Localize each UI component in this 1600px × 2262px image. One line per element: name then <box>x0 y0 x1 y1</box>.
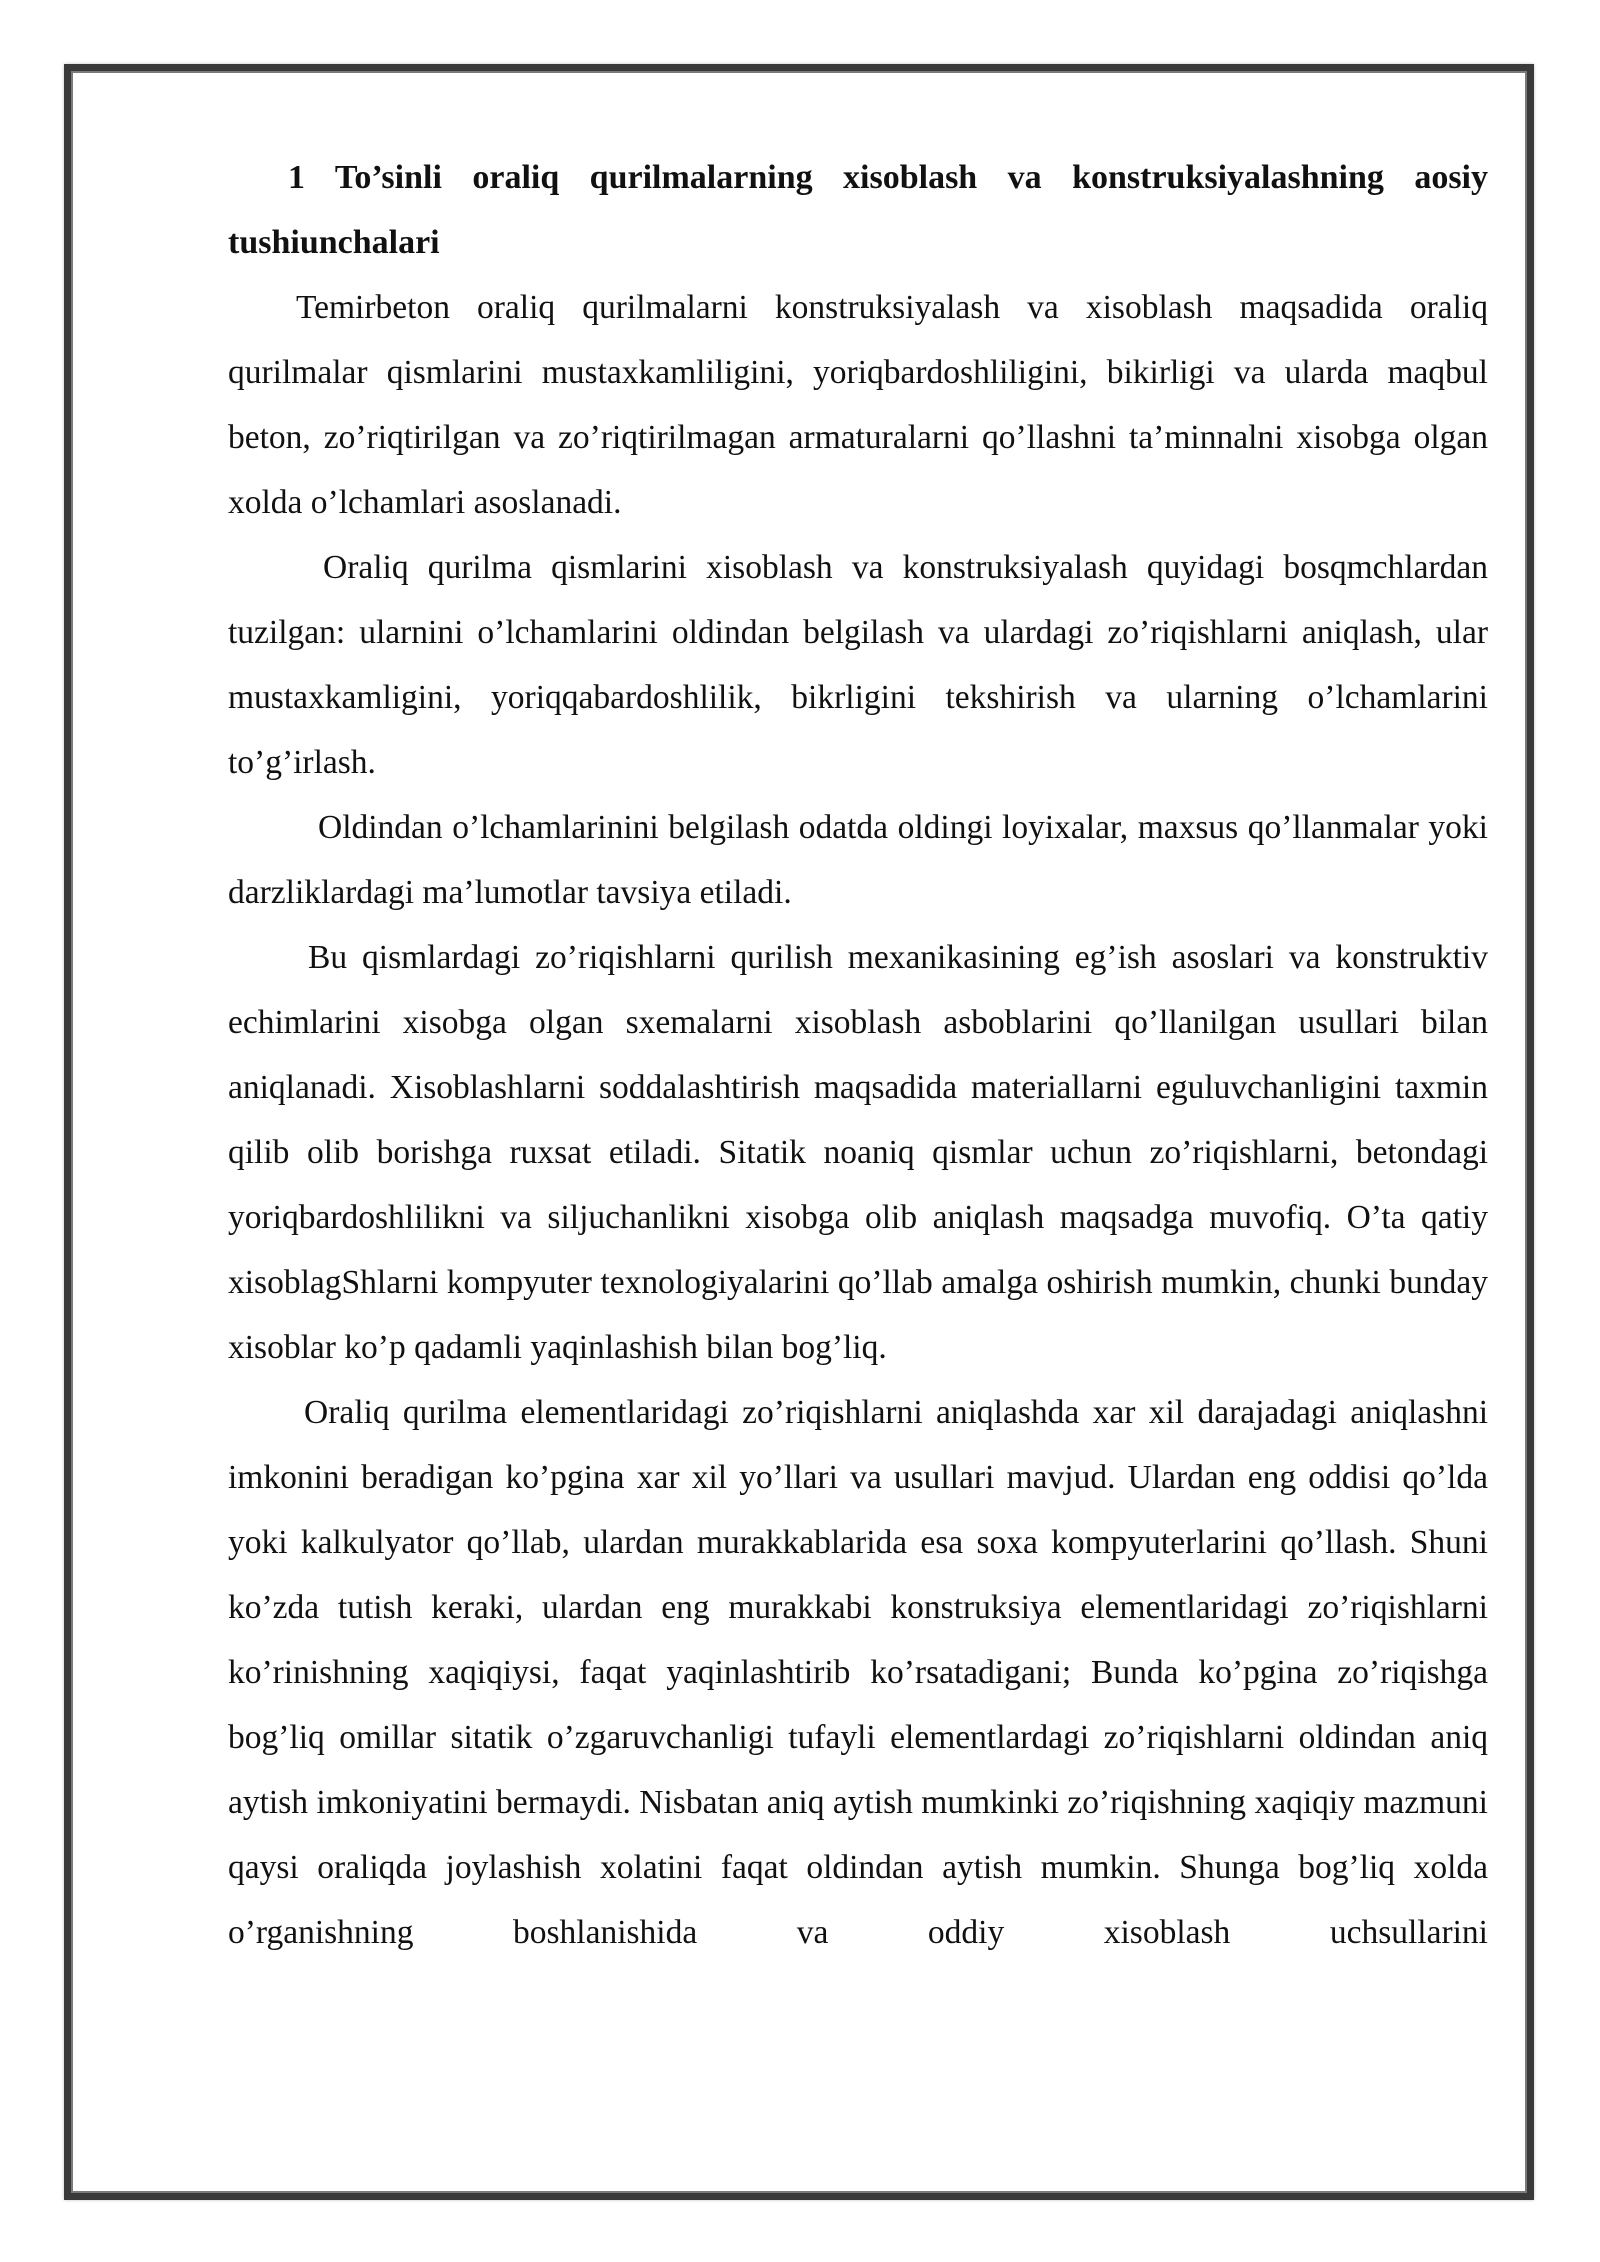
document-body <box>228 145 1488 1965</box>
paragraph-2: Oraliq qurilma qismlarini xisoblash va konstruksiyalash quyidagi bosqmchlardan tuzilgan: ularnini o’lchamlarini oldindan belgilash va ulardagi zo’riqishlarni aniqlash, ular mustaxkamligini, yoriqqabardoshlilik, bikrligini tekshirish va ularning o’lchamlarini to’g’irlash. <box>228 549 1488 781</box>
paragraph-5: Oraliq qurilma elementlaridagi zo’riqishlarni aniqlashda xar xil darajadagi aniqlashni imkonini beradigan ko’pgina xar xil yo’llari va usullari mavjud. Ulardan eng oddisi qo’lda yoki kalkulyator qo’llab, ulardan murakkablarida esa soxa kompyuterlarini qo’llash. Shuni ko’zda tutish keraki, ulardan eng murakkabi konstruksiya elementlaridagi zo’riqishlarni ko’rinishning xaqiqiysi, faqat yaqinlashtirib ko’rsatadigani; Bunda ko’pgina zo’riqishga bog’liq omillar sitatik o’zgaruvchanligi tufayli elementlardagi zo’riqishlarni oldindan aniq aytish imkoniyatini bermaydi. Nisbatan aniq aytish mumkinki zo’riqishning xaqiqiy mazmuni qaysi oraliqda joylashish xolatini faqat oldindan aytish mumkin. Shunga bog’liq xolda o’rganishning boshlanishida va oddiy xisoblash uchsullarini <box>228 1394 1488 1951</box>
paragraph-1: Temirbeton oraliq qurilmalarni konstruksiyalash va xisoblash maqsadida oraliq qurilmalar qismlarini mustaxkamliligini, yoriqbardoshliligini, bikirligi va ularda maqbul beton, zo’riqtirilgan va zo’riqtirilmagan armaturalarni qo’llashni ta’minnalni xisobga olgan xolda o’lchamlari asoslanadi. <box>228 289 1488 521</box>
paragraph-4: Bu qismlardagi zo’riqishlarni qurilish mexanikasining eg’ish asoslari va konstruktiv echimlarini xisobga olgan sxemalarni xisoblash asboblarini qo’llanilgan usullari bilan aniqlanadi. Xisoblashlarni soddalashtirish maqsadida materiallarni eguluvchanligini taxmin qilib olib borishga ruxsat etiladi. Sitatik noaniq qismlar uchun zo’riqishlarni, betondagi yoriqbardoshlilikni va siljuchanlikni xisobga olib aniqlash maqsadga muvofiq. O’ta qatiy xisoblagShlarni kompyuter texnologiyalarini qo’llab amalga oshirish mumkin, chunki bunday xisoblar ko’p qadamli yaqinlashish bilan bog’liq. <box>228 939 1488 1366</box>
section-heading: 1 To’sinli oraliq qurilmalarning xisoblash va konstruksiyalashning aosiy tushiunchalari <box>228 159 1488 261</box>
paragraph-3: Oldindan o’lchamlarinini belgilash odatda oldingi loyixalar, maxsus qo’llanmalar yoki darzliklardagi ma’lumotlar tavsiya etiladi. <box>228 809 1488 911</box>
